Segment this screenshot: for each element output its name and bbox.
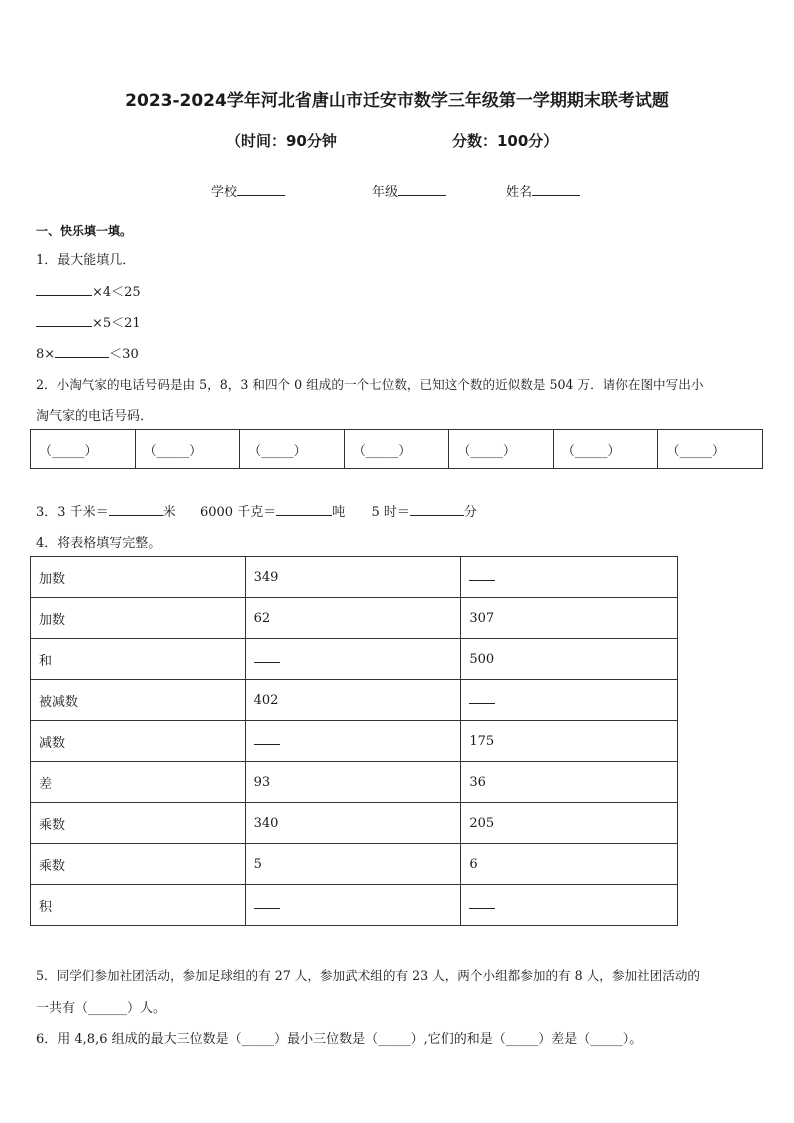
table-row	[31, 680, 678, 721]
section-heading: 一、快乐填一填。	[36, 224, 133, 238]
table-cell: 6	[461, 844, 678, 885]
table-row	[31, 721, 678, 762]
q1-prompt: 1．最大能填几．	[36, 253, 136, 268]
phone-digit-box[interactable]: （_____）	[666, 443, 725, 459]
q4-prompt: 4．将表格填写完整。	[36, 536, 162, 551]
phone-digit-box[interactable]: （_____）	[240, 430, 345, 468]
name-field	[506, 181, 580, 200]
table-row-label: 乘数	[31, 844, 246, 885]
q1-blank1[interactable]	[36, 282, 92, 296]
table-cell: 62	[245, 598, 461, 639]
q1-line1	[36, 281, 141, 300]
table-cell: 205	[461, 803, 678, 844]
table-cell	[461, 885, 678, 926]
table-cell	[245, 885, 461, 926]
q3-line	[36, 501, 477, 520]
q3-unit2: 吨	[332, 505, 346, 520]
phone-digit-box[interactable]: （_____）	[136, 430, 241, 468]
table-row	[31, 598, 678, 639]
table-answer-blank[interactable]	[469, 570, 495, 581]
table-row-label: 乘数	[31, 803, 246, 844]
q1-line2-text: ×5＜21	[92, 316, 141, 331]
q2-prompt-line2: 淘气家的电话号码．	[36, 409, 154, 424]
q1-line3-prefix: 8×	[36, 347, 56, 362]
table-cell: 340	[245, 803, 461, 844]
q5-line1: 5．同学们参加社团活动，参加足球组的有 27 人，参加武术组的有 23 人，两个小组都参加的有 8 人，参加社团活动的	[36, 968, 701, 983]
table-answer-blank[interactable]	[469, 898, 495, 909]
table-answer-blank[interactable]	[254, 898, 280, 909]
grade-field	[372, 181, 446, 200]
q1-line1-text: ×4＜25	[92, 285, 141, 300]
table-row	[31, 762, 678, 803]
table-answer-blank[interactable]	[469, 693, 495, 704]
table-cell: 500	[461, 639, 678, 680]
q3-unit1: 米	[162, 505, 176, 520]
q1-line3	[36, 343, 139, 362]
table-row-label: 被减数	[31, 680, 246, 721]
q3-blank2[interactable]	[276, 502, 332, 516]
table-row-label: 和	[31, 639, 246, 680]
table-row	[31, 885, 678, 926]
name-label: 姓名	[506, 185, 533, 200]
table-cell: 307	[461, 598, 678, 639]
grade-blank[interactable]	[398, 183, 446, 196]
phone-digit-box[interactable]: （_____）	[31, 430, 136, 468]
q3-part1: 3．3 千米＝	[36, 505, 109, 520]
q3-unit3: 分	[463, 505, 477, 520]
table-row	[31, 844, 678, 885]
table-cell	[245, 639, 461, 680]
q2-prompt-line1: 2．小淘气家的电话号码是由 5，8，3 和四个 0 组成的一个七位数，已知这个数的近似数是 504 万．请你在图中写出小	[36, 377, 704, 392]
school-blank[interactable]	[237, 183, 285, 196]
table-cell: 5	[245, 844, 461, 885]
phone-number-boxes	[30, 429, 763, 469]
school-label: 学校	[211, 185, 238, 200]
table-row	[31, 639, 678, 680]
table-row-label: 差	[31, 762, 246, 803]
fill-table	[30, 556, 678, 926]
q1-line3-suffix: ＜30	[109, 347, 139, 362]
table-cell: 175	[461, 721, 678, 762]
q3-blank3[interactable]	[410, 502, 464, 516]
school-field	[211, 181, 285, 200]
table-row-label: 加数	[31, 598, 246, 639]
table-cell: 349	[245, 557, 461, 598]
table-answer-blank[interactable]	[254, 652, 280, 663]
phone-digit-box[interactable]: （_____）	[345, 430, 450, 468]
table-answer-blank[interactable]	[254, 734, 280, 745]
q3-part2: 6000 千克＝	[199, 505, 277, 520]
q1-line2	[36, 312, 141, 331]
q1-blank3[interactable]	[55, 344, 109, 358]
table-cell: 93	[245, 762, 461, 803]
table-cell: 36	[461, 762, 678, 803]
time-label: （时间：90分钟	[226, 132, 337, 150]
score-label: 分数：100分）	[452, 132, 559, 150]
q1-blank2[interactable]	[36, 313, 92, 327]
phone-digit-box[interactable]: （_____）	[449, 430, 554, 468]
q5-line2: 一共有（______）人。	[36, 1001, 167, 1016]
table-row-label: 减数	[31, 721, 246, 762]
table-cell	[245, 721, 461, 762]
table-row	[31, 557, 678, 598]
table-cell	[461, 680, 678, 721]
table-cell	[461, 557, 678, 598]
table-row-label: 积	[31, 885, 246, 926]
table-row-label: 加数	[31, 557, 246, 598]
page-title: 2023-2024学年河北省唐山市迁安市数学三年级第一学期期末联考试题	[125, 91, 669, 111]
table-cell: 402	[245, 680, 461, 721]
name-blank[interactable]	[532, 183, 580, 196]
table-row	[31, 803, 678, 844]
phone-digit-box[interactable]: （_____）	[554, 430, 659, 468]
q3-part3: 5 时＝	[371, 505, 410, 520]
q6-text: 6．用 4,8,6 组成的最大三位数是（_____）最小三位数是（_____）,它们的和是（_____）差是（_____）。	[36, 1032, 643, 1047]
q3-blank1[interactable]	[109, 502, 163, 516]
grade-label: 年级	[372, 185, 399, 200]
